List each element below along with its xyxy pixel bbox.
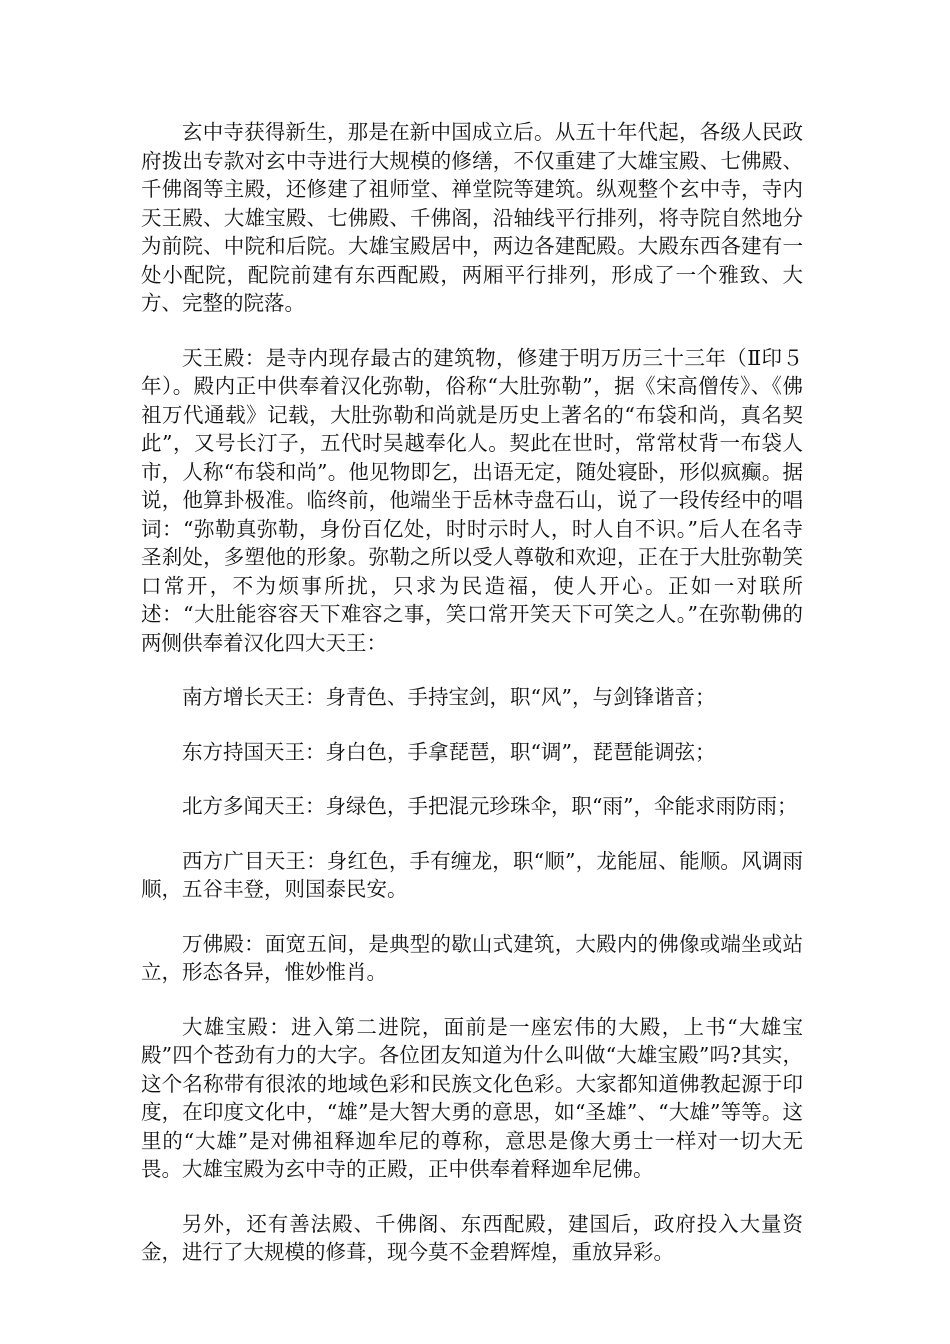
paragraph-west-king: 西方广目天王：身红色，手有缠龙，职“顺”，龙能屈、能顺。风调雨顺，五谷丰登，则国泰民安。 <box>141 848 803 901</box>
paragraph-east-king: 东方持国天王：身白色，手拿琵琶，职“调”，琵琶能调弦； <box>182 739 716 764</box>
paragraph-north-king: 北方多闻天王：身绿色，手把混元珍珠伞，职“雨”，伞能求雨防雨； <box>182 794 798 818</box>
paragraph-tianwang-hall: 天王殿：是寺内现存最古的建筑物，修建于明万历三十三年（Ⅱ印５年）。殿内正中供奉着汉化弥勒，俗称“大肚弥勒”，据《宋高僧传》、《佛祖万代通载》记载，大肚弥勒和尚就是历史上著名的“布袋和尚，真名契此”，又号长汀子，五代时吴越奉化人。契此在世时，常常杖背一布袋人市，人称“布袋和尚”。他见物即乞，出语无定，随处寝卧，形似疯癫。据说，他算卦极准。临终前，他端坐于岳林寺盘石山，说了一段传经中的唱词：“弥勒真弥勒，身份百亿处，时时示时人，时人自不识。”后人在名寺圣刹处，多塑他的形象。弥勒之所以受人尊敬和欢迎，正在于大肚弥勒笑口常开，不为烦事所扰，只求为民造福，使人开心。正如一对联所述：“大肚能容容天下难容之事，笑口常开笑天下可笑之人。”在弥勒佛的两侧供奉着汉化四大天王： <box>141 345 803 655</box>
paragraph-other-halls: 另外，还有善法殿、千佛阁、东西配殿，建国后，政府投入大量资金，进行了大规模的修葺，现今莫不金碧辉煌，重放异彩。 <box>141 1211 803 1264</box>
document-body <box>141 118 803 1293</box>
paragraph-intro: 玄中寺获得新生，那是在新中国成立后。从五十年代起，各级人民政府拨出专款对玄中寺进行大规模的修缮，不仅重建了大雄宝殿、七佛殿、千佛阁等主殿，还修建了祖师堂、禅堂院等建筑。纵观整个玄中寺，寺内天王殿、大雄宝殿、七佛殿、千佛阁，沿轴线平行排列，将寺院自然地分为前院、中院和后院。大雄宝殿居中，两边各建配殿。大殿东西各建有一处小配院，配院前建有东西配殿，两厢平行排列，形成了一个雅致、大方、完整的院落。 <box>141 120 803 315</box>
paragraph-wanfo-hall: 万佛殿：面宽五间，是典型的歇山式建筑，大殿内的佛像或端坐或站立，形态各异，惟妙惟肖。 <box>141 931 803 984</box>
paragraph-south-king: 南方增长天王：身青色、手持宝剑，职“风”，与剑锋谐音； <box>182 685 716 709</box>
paragraph-daxiong-hall: 大雄宝殿：进入第二进院，面前是一座宏伟的大殿，上书“大雄宝殿”四个苍劲有力的大字。各位团友知道为什么叫做“大雄宝殿”吗?其实，这个名称带有很浓的地域色彩和民族文化色彩。大家都知道佛教起源于印度，在印度文化中，“雄”是大智大勇的意思，如“圣雄”、“大雄”等等。这里的“大雄”是对佛祖释迦牟尼的尊称，意思是像大勇士一样对一切大无畏。大雄宝殿为玄中寺的正殿，正中供奉着释迦牟尼佛。 <box>141 1014 803 1181</box>
